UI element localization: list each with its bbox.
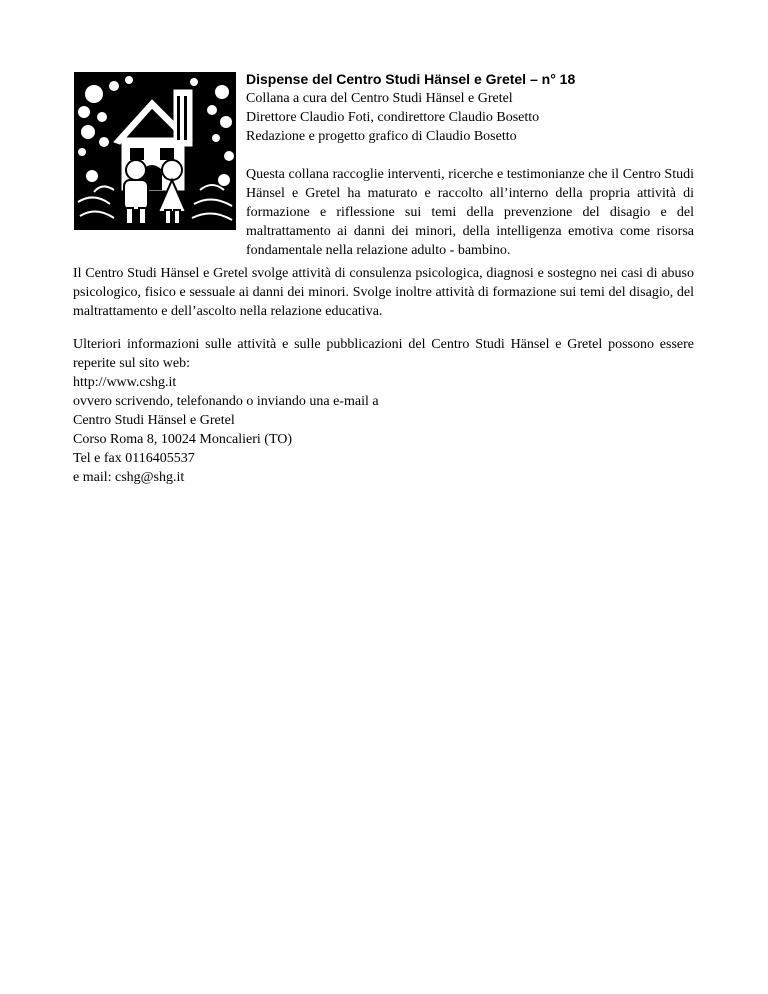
website-link[interactable]: http://www.cshg.it — [73, 375, 177, 390]
email-line[interactable]: e mail: cshg@shg.it — [73, 470, 185, 485]
address-line: Corso Roma 8, 10024 Moncalieri (TO) — [73, 432, 293, 447]
directors-line: Direttore Claudio Foti, condirettore Claudio Bosetto — [246, 110, 540, 125]
series-editor-line: Collana a cura del Centro Studi Hänsel e Gretel — [246, 91, 513, 106]
hansel-gretel-house-illustration-icon — [74, 72, 236, 230]
series-title: Dispense del Centro Studi Hänsel e Gretel – n° 18 — [246, 71, 576, 87]
phone-line: Tel e fax 0116405537 — [73, 451, 195, 466]
org-name: Centro Studi Hänsel e Gretel — [73, 413, 235, 428]
series-intro-paragraph: Questa collana raccoglie interventi, ricerche e testimonianze che il Centro Studi Hänsel e Gretel ha maturato e raccolto all’interno della propria attività di formazione e riflessione sui temi della prevenzione del disagio e del maltrattamento ai danni dei minori, della intelligenza emotiva come risorsa fondamentale nella relazione adulto - bambino. — [246, 167, 694, 258]
contact-intro: Ulteriori informazioni sulle attività e sulle pubblicazioni del Centro Studi Hänsel e Gretel possono essere reperite sul sito web: — [73, 337, 694, 371]
series-header — [246, 70, 694, 260]
about-paragraph: Il Centro Studi Hänsel e Gretel svolge attività di consulenza psicologica, diagnosi e sostegno nei casi di abuso psicologico, fisico e sessuale ai danni dei minori. Svolge inoltre attività di formazione sui temi del disagio, del maltrattamento e dell’ascolto nella relazione educativa. — [73, 266, 694, 319]
alt-contact-line: ovvero scrivendo, telefonando o inviando una e-mail a — [73, 394, 379, 409]
contact-block — [73, 335, 694, 487]
editorial-design-line: Redazione e progetto grafico di Claudio Bosetto — [246, 129, 517, 144]
